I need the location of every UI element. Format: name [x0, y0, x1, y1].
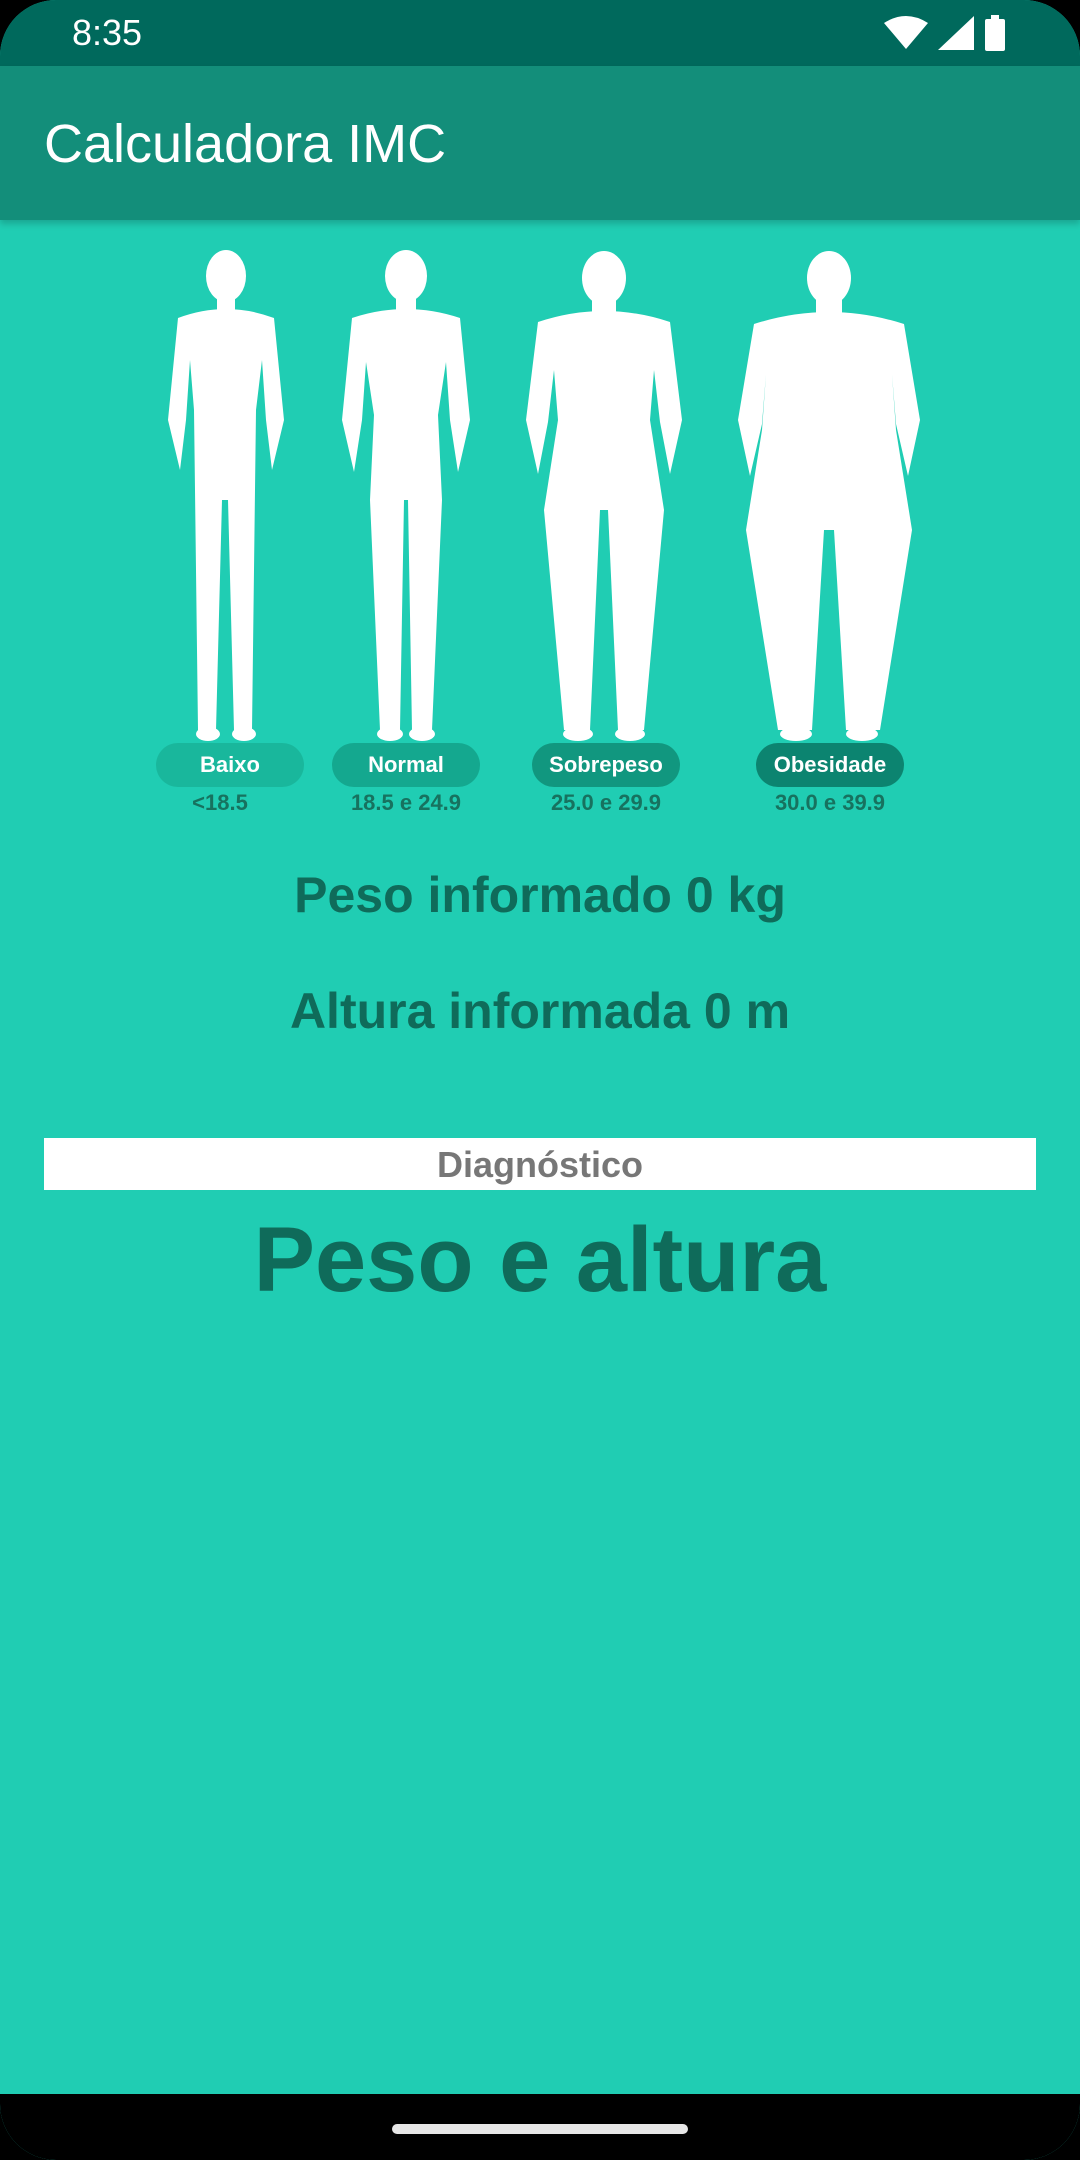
app-bar — [0, 66, 1080, 220]
diagnosis-label: Diagnóstico — [44, 1138, 1036, 1190]
status-time: 8:35 — [72, 12, 143, 53]
signal-icon — [938, 16, 974, 50]
category-pill-normal: Normal — [332, 743, 480, 787]
wifi-icon — [884, 16, 928, 50]
app-title: Calculadora IMC — [44, 114, 447, 174]
normal-body-silhouette-icon — [338, 250, 474, 742]
bmi-figures-chart — [0, 250, 1080, 830]
category-pill-obesidade: Obesidade — [756, 743, 904, 787]
category-range-sobrepeso: 25.0 e 29.9 — [550, 790, 662, 815]
category-range-normal: 18.5 e 24.9 — [350, 790, 462, 815]
battery-icon — [984, 15, 1006, 51]
category-pill-sobrepeso: Sobrepeso — [532, 743, 680, 787]
category-range-obesidade: 30.0 e 39.9 — [774, 790, 886, 815]
overweight-body-silhouette-icon — [522, 250, 686, 742]
status-bar — [0, 0, 1080, 66]
navigation-bar — [0, 2094, 1080, 2160]
obese-body-silhouette-icon — [734, 250, 924, 742]
category-range-baixo: <18.5 — [192, 790, 248, 815]
underweight-body-silhouette-icon — [164, 250, 288, 742]
home-gesture-handle[interactable] — [392, 2124, 688, 2134]
height-info-text: Altura informada 0 m — [289, 983, 791, 1039]
category-pill-baixo: Baixo — [156, 743, 304, 787]
status-icons — [884, 14, 1006, 52]
weight-info-text: Peso informado 0 kg — [294, 867, 786, 923]
diagnosis-result: Peso e altura — [253, 1209, 827, 1311]
